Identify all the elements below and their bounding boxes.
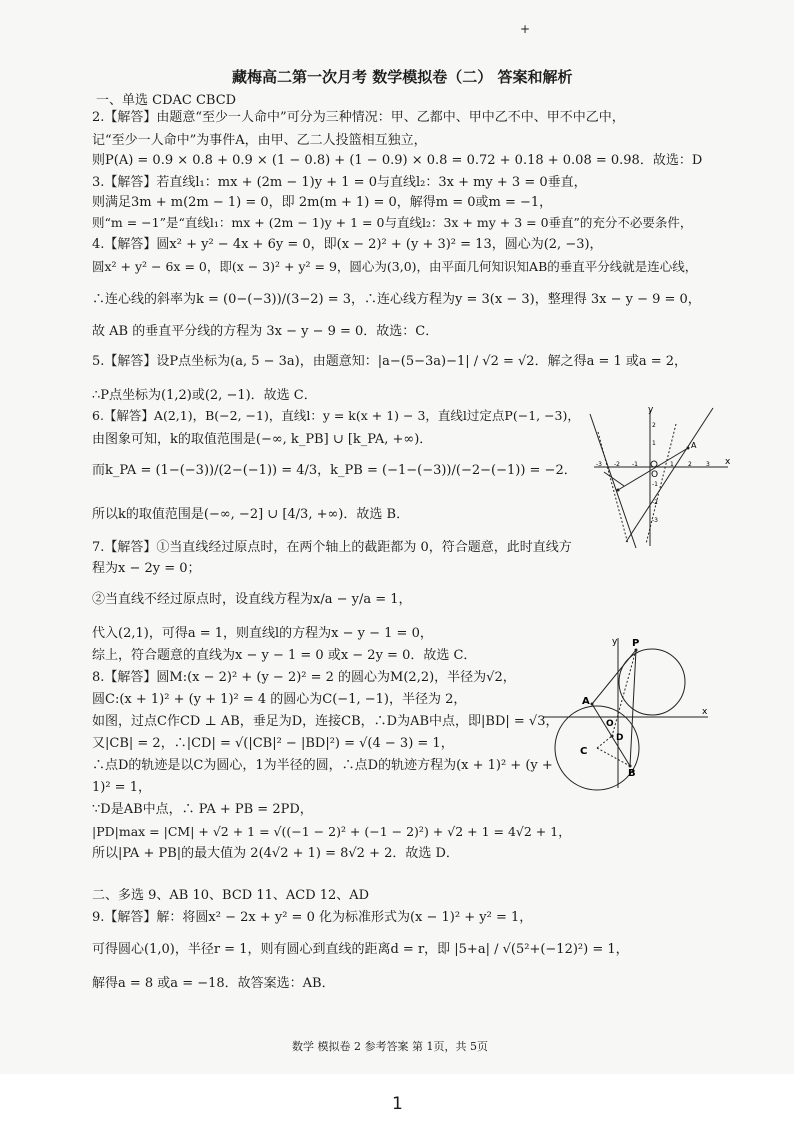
q8-figure	[540, 632, 712, 792]
tick-label: -3	[652, 517, 658, 524]
answer-line: 8.【解答】圆M:(x − 2)² + (y − 2)² = 2 的圆心为M(2,2)，半径为√2，	[92, 670, 516, 685]
answer-line: 综上，符合题意的直线为x − y − 1 = 0 或x − 2y = 0．故选 C．	[92, 648, 477, 663]
tick-label: 2	[688, 461, 692, 468]
origin-label: O	[651, 470, 659, 480]
x-axis-label: x	[725, 457, 731, 467]
scan-mark: +	[520, 22, 531, 36]
answer-line: 所以|PA + PB|的最大值为 2(4√2 + 1) = 8√2 + 2．故选 D．	[92, 846, 459, 861]
tick-label: -2	[652, 499, 658, 506]
tick-label: -3	[596, 461, 602, 468]
origin-label: O	[606, 719, 614, 729]
answer-line: ②当直线不经过原点时，设直线方程为x/a − y/a = 1，	[92, 592, 412, 607]
answer-line: 解得a = 8 或a = −18．故答案选：AB．	[92, 976, 335, 991]
answer-line: 6.【解答】A(2,1)，B(−2, −1)，直线l：y = k(x + 1) − 3，直线l过定点P(−1, −3)，	[92, 408, 580, 423]
tick-label: 3	[706, 461, 710, 468]
answer-line: 由图象可知，k的取值范围是(−∞, k_PB] ∪ [k_PA, +∞)．	[92, 432, 433, 447]
answer-line: 如图，过点C作CD ⊥ AB，垂足为D，连接CB，∴D为AB中点，即|BD| = √3，	[92, 714, 559, 729]
tick-label: 2	[652, 422, 656, 429]
answer-line: 则“m = −1”是“直线l₁：mx + (2m − 1)y + 1 = 0与直线l₂：3x + my + 3 = 0垂直”的充分不必要条件，	[92, 215, 693, 230]
point-a-label: A	[582, 696, 590, 707]
answer-line: 4.【解答】圆x² + y² − 4x + 6y = 0，即(x − 2)² + (y + 3)² = 13，圆心为(2, −3)，	[92, 237, 603, 252]
answer-line: ∵D是AB中点，∴ PA + PB = 2PD，	[92, 802, 313, 817]
x-axis-label: x	[702, 707, 708, 717]
dashed-line	[598, 432, 628, 544]
answer-line: 而k_PA = (1−(−3))/(2−(−1)) = 4/3，k_PB = (−1−(−3))/(−2−(−1)) = −2．	[92, 463, 577, 478]
answer-line: 圆C:(x + 1)² + (y + 1)² = 4 的圆心为C(−1, −1)，半径为 2，	[92, 692, 467, 707]
point-b-label: B	[628, 768, 636, 779]
answer-line: 2.【解答】由题意“至少一人命中”可分为三种情况：甲、乙都中、甲中乙不中、甲不中乙中，	[92, 110, 625, 125]
tick-label: -1	[632, 461, 638, 468]
page-title: 藏梅高二第一次月考 数学模拟卷（二） 答案和解析	[232, 68, 573, 86]
q6-figure	[588, 402, 734, 550]
answer-line: 圆x² + y² − 6x = 0，即(x − 3)² + y² = 9，圆心为(3,0)，由平面几何知识知AB的垂直平分线就是连心线，	[92, 259, 698, 274]
tick-label: -1	[652, 481, 658, 488]
segment-cd	[597, 736, 612, 748]
answer-line: 则满足3m + m(2m − 1) = 0，即 2m(m + 1) = 0，解得m = 0或m = −1，	[92, 195, 553, 210]
point-a-label: A	[691, 441, 697, 450]
answer-line: ∴点D的轨迹是以C为圆心，1为半径的圆，∴点D的轨迹方程为(x + 1)² + (y +	[92, 758, 553, 773]
answer-line: 5.【解答】设P点坐标为(a, 5 − 3a)，由题意知：|a−(5−3a)−1| / √2 = √2．解之得a = 1 或a = 2，	[92, 354, 688, 369]
answer-line: 程为x − 2y = 0；	[92, 561, 201, 576]
answer-line: ∴P点坐标为(1,2)或(2, −1)．故选 C．	[92, 388, 317, 403]
boundary-line	[626, 408, 713, 542]
answer-line: 代入(2,1)，可得a = 1，则直线l的方程为x − y − 1 = 0，	[92, 626, 433, 641]
answer-line: 所以k的取值范围是(−∞, −2] ∪ [4/3, +∞)．故选 B．	[92, 507, 410, 522]
answer-line: 3.【解答】若直线l₁：mx + (2m − 1)y + 1 = 0与直线l₂：3x + my + 3 = 0垂直，	[92, 175, 587, 190]
y-axis-label: y	[612, 637, 618, 647]
tick-label: -2	[614, 461, 620, 468]
tick-label: 1	[652, 440, 656, 447]
tick-label: 1	[670, 461, 674, 468]
answer-line: 一、单选 CDAC CBCD	[96, 93, 237, 108]
point-c-label: C	[580, 746, 588, 757]
answer-line: 记“至少一人命中”为事件A，由甲、乙二人投篮相互独立，	[92, 133, 427, 148]
page-footer: 数学 模拟卷 2 参考答案 第 1页，共 5页	[292, 1040, 488, 1053]
line-pa	[592, 650, 636, 704]
answer-line: ∴连心线的斜率为k = (0−(−3))/(3−2) = 3，∴连心线方程为y = 3(x − 3)，整理得 3x − y − 9 = 0，	[92, 292, 701, 307]
point-d-label: D	[616, 733, 624, 743]
answer-line: |PD|max = |CM| + √2 + 1 = √((−1 − 2)² + (−1 − 2)²) + √2 + 1 = 4√2 + 1，	[92, 824, 571, 839]
y-axis-label: y	[648, 405, 654, 415]
answer-line: 故 AB 的垂直平分线的方程为 3x − y − 9 = 0．故选：C．	[92, 324, 439, 339]
point-p-label: P	[632, 638, 640, 649]
answer-line: 可得圆心(1,0)，半径r = 1，则有圆心到直线的距离d = r，即 |5+a| / √(5²+(−12)²) = 1，	[92, 942, 629, 957]
page-number: 1	[392, 1094, 403, 1114]
answer-line: 9.【解答】解：将圆x² − 2x + y² = 0 化为标准形式为(x − 1)² + y² = 1，	[92, 910, 533, 925]
answer-line: 又|CB| = 2，∴|CD| = √(|CB|² − |BD|²) = √(4 − 3) = 1，	[92, 736, 454, 751]
boundary-line	[590, 414, 636, 548]
answer-line: 二、多选 9、AB 10、BCD 11、ACD 12、AD	[92, 888, 370, 903]
answer-line: 1)² = 1，	[92, 780, 151, 795]
answer-line: 则P(A) = 0.9 × 0.8 + 0.9 × (1 − 0.8) + (1 − 0.9) × 0.8 = 0.72 + 0.18 + 0.08 = 0.98．故选：D	[92, 153, 703, 168]
answer-line: 7.【解答】①当直线经过原点时，在两个轴上的截距都为 0，符合题意，此时直线方	[92, 540, 572, 555]
